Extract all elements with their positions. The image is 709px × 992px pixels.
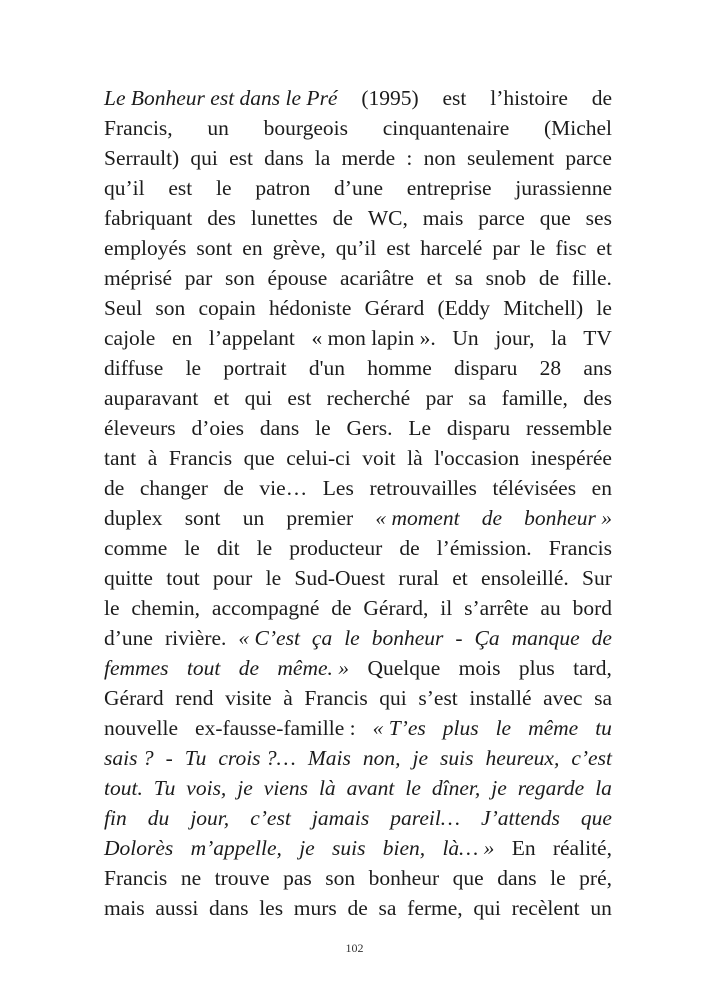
word: entreprise <box>406 176 492 200</box>
word: non <box>423 146 456 170</box>
word: homme <box>367 356 432 380</box>
italic-word: heureux, <box>485 746 560 770</box>
word: trouve <box>214 866 270 890</box>
word: rend <box>175 686 214 710</box>
word: qui <box>244 386 273 410</box>
italic-word: - <box>165 746 173 770</box>
word: murs <box>293 896 337 920</box>
word: que <box>243 446 275 470</box>
word: réalité, <box>552 836 612 860</box>
word: l'occasion <box>434 446 520 470</box>
word: de <box>591 86 612 110</box>
word: aussi <box>155 896 199 920</box>
word: disparu <box>454 356 518 380</box>
word: de <box>104 476 125 500</box>
word: portrait <box>223 356 287 380</box>
word: le <box>185 356 202 380</box>
italic-word: avant <box>346 776 395 800</box>
word: il <box>440 596 453 620</box>
text-line <box>104 383 612 413</box>
word: lunettes <box>250 206 318 230</box>
word: le <box>596 296 612 320</box>
italic-word: de <box>591 626 612 650</box>
text-line <box>104 743 612 773</box>
word: le <box>104 596 120 620</box>
word: merde <box>341 146 396 170</box>
word: en <box>242 236 263 260</box>
text-line <box>104 833 612 863</box>
word: qu’il <box>104 176 145 200</box>
word: comme <box>104 536 168 560</box>
word: Francis, <box>104 116 173 140</box>
word: épouse <box>267 266 328 290</box>
text-line <box>104 233 612 263</box>
word: un <box>590 896 612 920</box>
word: le <box>184 536 200 560</box>
word: quitte <box>104 566 153 590</box>
word: en <box>171 326 193 350</box>
word: Gérard <box>104 686 164 710</box>
word: famille, <box>501 386 568 410</box>
text-line <box>104 563 612 593</box>
italic-word: Tu <box>184 746 207 770</box>
word: hédoniste <box>268 296 352 320</box>
word: le <box>265 566 282 590</box>
word: des <box>207 206 236 230</box>
word: sont <box>196 236 233 260</box>
word: la <box>551 326 567 350</box>
word: 28 <box>539 356 562 380</box>
word: dans <box>497 866 537 890</box>
italic-word: Ça <box>474 626 500 650</box>
italic-word: tu <box>595 716 612 740</box>
word: de <box>347 896 368 920</box>
text-line <box>104 203 612 233</box>
word: de <box>332 206 353 230</box>
word: l’émission. <box>436 536 532 560</box>
italic-word: - <box>455 626 463 650</box>
word: (1995) <box>361 86 419 110</box>
word: nouvelle <box>104 716 179 740</box>
word: dans <box>209 896 249 920</box>
italic-word: Dolorès <box>104 836 174 860</box>
word: tout <box>166 566 200 590</box>
word: et <box>426 266 443 290</box>
italic-word: dîner, <box>431 776 481 800</box>
italic-word: tout. <box>104 776 143 800</box>
word: et <box>213 386 230 410</box>
word: un <box>242 506 265 530</box>
word: parce <box>478 206 525 230</box>
word: parce <box>565 146 612 170</box>
word: méprisé <box>104 266 173 290</box>
word: producteur <box>289 536 383 560</box>
italic-word: le <box>344 626 360 650</box>
word: diffuse <box>104 356 164 380</box>
word: sa <box>378 896 397 920</box>
word: d’oies <box>191 416 245 440</box>
word: celui-ci <box>286 446 351 470</box>
italic-word: jour, <box>190 806 230 830</box>
word: fille. <box>571 266 612 290</box>
word: mois <box>458 656 501 680</box>
word: jurassienne <box>515 176 612 200</box>
word: avec <box>543 686 583 710</box>
word: ferme, <box>407 896 463 920</box>
word: patron <box>255 176 311 200</box>
italic-word: je <box>237 776 253 800</box>
text-line <box>104 593 612 623</box>
text-line <box>104 863 612 893</box>
italic-word: là… » <box>442 836 495 860</box>
word: copain <box>198 296 256 320</box>
italic-word: de <box>238 656 260 680</box>
word: éleveurs <box>104 416 176 440</box>
word: premier <box>286 506 354 530</box>
text-line <box>104 683 612 713</box>
word: : <box>406 146 413 170</box>
text-line <box>104 413 612 443</box>
word: chemin, <box>131 596 201 620</box>
italic-word: plus <box>442 716 479 740</box>
word: disparu <box>446 416 511 440</box>
word: recèlent <box>511 896 580 920</box>
word: est <box>287 386 312 410</box>
word: bord <box>572 596 612 620</box>
word: est <box>386 236 411 260</box>
italic-word: bien, <box>382 836 426 860</box>
word: Sud-Ouest <box>294 566 386 590</box>
word: sont <box>184 506 221 530</box>
word: que <box>452 866 484 890</box>
word: pré, <box>579 866 612 890</box>
italic-word: même. » <box>277 656 350 680</box>
body-paragraph <box>104 83 612 923</box>
word: que <box>539 206 571 230</box>
word: s’arrête <box>464 596 529 620</box>
word: ne <box>180 866 202 890</box>
word: TV <box>583 326 612 350</box>
word: à <box>283 686 293 710</box>
word: voit <box>362 446 396 470</box>
word: Francis <box>304 686 368 710</box>
word: fabriquant <box>104 206 193 230</box>
italic-word: bonheur <box>371 626 444 650</box>
word: Gers. <box>346 416 393 440</box>
word: Le <box>408 416 432 440</box>
word: recherché <box>326 386 411 410</box>
italic-word: que <box>580 806 612 830</box>
word: par <box>492 236 520 260</box>
word: rivière. <box>164 626 227 650</box>
text-line <box>104 173 612 203</box>
word: (Michel <box>543 116 612 140</box>
word: rural <box>398 566 439 590</box>
italic-word: regarde <box>517 776 585 800</box>
word: est <box>229 146 253 170</box>
word: dans <box>264 146 304 170</box>
italic-word: « moment <box>375 506 460 530</box>
italic-word: ça <box>311 626 333 650</box>
italic-word: je <box>299 836 315 860</box>
word: accompagné <box>211 596 320 620</box>
word: l’histoire <box>490 86 568 110</box>
word: seulement <box>467 146 555 170</box>
word: de <box>331 596 352 620</box>
word: et <box>452 566 468 590</box>
italic-word: du <box>147 806 170 830</box>
word: snob <box>485 266 527 290</box>
word: l’appelant <box>208 326 295 350</box>
word: dit <box>216 536 240 560</box>
text-line <box>104 803 612 833</box>
word: Francis <box>104 866 168 890</box>
word: là <box>407 446 423 470</box>
word: le <box>216 176 232 200</box>
italic-word: femmes <box>104 656 169 680</box>
word: le <box>315 416 331 440</box>
word: est <box>442 86 467 110</box>
word: son <box>325 866 356 890</box>
word: son <box>224 266 255 290</box>
word: cajole <box>104 326 156 350</box>
word: d'un <box>308 356 346 380</box>
italic-word: fin <box>104 806 127 830</box>
italic-word: sais ? <box>104 746 154 770</box>
text-line <box>104 143 612 173</box>
word: jour, <box>495 326 535 350</box>
word: Sur <box>582 566 612 590</box>
word: mais <box>422 206 464 230</box>
word: par <box>425 386 454 410</box>
italic-word: de <box>481 506 503 530</box>
word: Les <box>322 476 354 500</box>
italic-word: manque <box>511 626 580 650</box>
word: des <box>583 386 612 410</box>
word: ses <box>585 206 612 230</box>
word: changer <box>139 476 208 500</box>
word: Francis <box>548 536 612 560</box>
word: acariâtre <box>339 266 414 290</box>
word: sa <box>454 266 473 290</box>
page-number: 102 <box>345 941 364 955</box>
word: Mitchell) <box>503 296 584 320</box>
word: Quelque <box>367 656 441 680</box>
word: pour <box>212 566 253 590</box>
word: grève, <box>272 236 326 260</box>
text-line <box>104 263 612 293</box>
italic-word: le <box>495 716 512 740</box>
word: Gérard, <box>363 596 429 620</box>
word: et <box>596 236 612 260</box>
word: retrouvailles <box>369 476 477 500</box>
word: les <box>259 896 284 920</box>
italic-word: m’appelle, <box>190 836 282 860</box>
word: bourgeois <box>263 116 348 140</box>
word: est <box>168 176 193 200</box>
word: qu’il <box>335 236 377 260</box>
text-line <box>104 503 612 533</box>
text-line <box>104 893 612 923</box>
text-line <box>104 623 612 653</box>
word: pas <box>283 866 312 890</box>
word: au <box>540 596 561 620</box>
word: qui <box>190 146 218 170</box>
word: Un <box>452 326 479 350</box>
word: sa <box>468 386 487 410</box>
word: à <box>147 446 158 470</box>
word: par <box>184 266 213 290</box>
word: harcelé <box>420 236 483 260</box>
italic-word: non, <box>362 746 401 770</box>
word: mais <box>104 896 145 920</box>
italic-word: bonheur » <box>524 506 612 530</box>
word: auparavant <box>104 386 199 410</box>
italic-word: Mais <box>307 746 351 770</box>
word: « mon lapin ». <box>311 326 436 350</box>
word: Francis <box>168 446 233 470</box>
word: dans <box>259 416 300 440</box>
text-line <box>104 533 612 563</box>
word: Serrault) <box>104 146 180 170</box>
word: le <box>550 866 566 890</box>
word: la <box>314 146 331 170</box>
italic-word: le <box>405 776 421 800</box>
word: de <box>223 476 244 500</box>
word: ensoleillé. <box>481 566 569 590</box>
word: tard, <box>573 656 612 680</box>
italic-word: « C’est <box>238 626 300 650</box>
italic-word: J’attends <box>481 806 560 830</box>
italic-word: Tu <box>153 776 176 800</box>
word: employés <box>104 236 187 260</box>
italic-word: c’est <box>250 806 291 830</box>
word: duplex <box>104 506 163 530</box>
text-line <box>104 113 612 143</box>
word: ex-fausse-famille : <box>195 716 356 740</box>
word: d’une <box>334 176 383 200</box>
text-line <box>104 473 612 503</box>
word: Gérard <box>364 296 425 320</box>
word: qui <box>379 686 407 710</box>
text-line <box>104 773 612 803</box>
italic-word: même <box>528 716 579 740</box>
word: tant <box>104 446 137 470</box>
word: télévisées <box>492 476 577 500</box>
text-line <box>104 323 612 353</box>
italic-word: suis <box>332 836 366 860</box>
word: de <box>399 536 420 560</box>
word: bonheur <box>368 866 440 890</box>
text-line <box>104 713 612 743</box>
italic-word: viens <box>263 776 308 800</box>
word: le <box>256 536 273 560</box>
italic-word: je <box>412 746 428 770</box>
word: inespérée <box>530 446 612 470</box>
word: de <box>538 266 560 290</box>
word: sa <box>594 686 612 710</box>
italic-word: vois, <box>186 776 227 800</box>
italic-word: la <box>595 776 612 800</box>
text-line <box>104 353 612 383</box>
text-line <box>104 293 612 323</box>
word: WC, <box>367 206 408 230</box>
word: ans <box>583 356 612 380</box>
italic-word: je <box>491 776 507 800</box>
italic-word: jamais <box>311 806 370 830</box>
word: le <box>529 236 546 260</box>
italic-word: crois ?… <box>218 746 296 770</box>
word: cinquantenaire <box>382 116 510 140</box>
italic-word: c’est <box>571 746 612 770</box>
text-line <box>104 83 612 113</box>
word: un <box>207 116 229 140</box>
italic-word: tout <box>186 656 221 680</box>
word: son <box>155 296 186 320</box>
word: fisc <box>555 236 587 260</box>
italic-word: « T’es <box>372 716 426 740</box>
italic-word: Le Bonheur est dans le Pré <box>104 86 338 110</box>
word: installé <box>469 686 532 710</box>
italic-word: pareil… <box>390 806 460 830</box>
word: vie… <box>259 476 308 500</box>
word: d’une <box>104 626 153 650</box>
word: En <box>511 836 536 860</box>
word: plus <box>518 656 555 680</box>
word: visite <box>225 686 272 710</box>
text-line <box>104 443 612 473</box>
word: Seul <box>104 296 143 320</box>
text-line <box>104 653 612 683</box>
word: en <box>591 476 612 500</box>
word: ressemble <box>526 416 612 440</box>
italic-word: là <box>318 776 336 800</box>
italic-word: suis <box>440 746 474 770</box>
word: (Eddy <box>437 296 490 320</box>
word: qui <box>473 896 501 920</box>
word: s’est <box>418 686 458 710</box>
